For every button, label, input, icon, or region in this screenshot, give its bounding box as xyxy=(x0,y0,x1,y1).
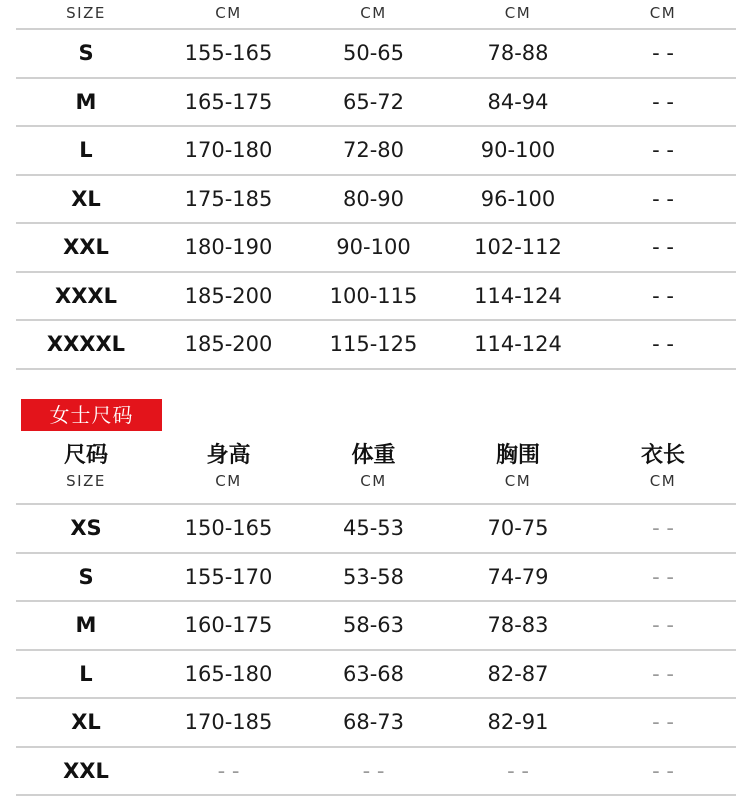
table-row xyxy=(16,79,736,128)
size-label: S xyxy=(78,41,94,65)
table-row xyxy=(16,748,736,797)
height-value: 165-175 xyxy=(184,89,273,114)
height-value: 155-165 xyxy=(184,41,273,65)
women-unit-length: CM xyxy=(649,472,677,490)
women-unit-chest: CM xyxy=(504,472,532,490)
size-label: XL xyxy=(71,710,101,734)
length-value: - - xyxy=(652,89,674,114)
length-value: - - xyxy=(652,613,674,637)
chest-value: - - xyxy=(507,758,529,783)
women-size-section-tag: 女士尺码 xyxy=(21,399,162,431)
chest-value: 74-79 xyxy=(487,564,549,589)
header-length: 衣长 xyxy=(640,443,685,468)
chest-value: 84-94 xyxy=(487,89,549,114)
men-unit-height: CM xyxy=(215,4,242,22)
men-unit-row xyxy=(16,0,736,28)
height-value: 170-180 xyxy=(184,138,273,162)
length-value: - - xyxy=(652,186,674,211)
chest-value: 114-124 xyxy=(474,332,562,356)
size-label: M xyxy=(75,613,97,637)
weight-value: 53-58 xyxy=(342,564,405,589)
length-value: - - xyxy=(652,41,674,65)
table-row xyxy=(16,554,736,603)
weight-value: 115-125 xyxy=(329,332,418,356)
table-row xyxy=(16,651,736,700)
size-label: L xyxy=(79,138,93,162)
size-label: XXXXL xyxy=(46,332,126,356)
header-weight: 体重 xyxy=(351,443,396,468)
women-unit-row xyxy=(16,469,736,494)
table-row xyxy=(16,224,736,273)
chest-value: 90-100 xyxy=(480,138,556,162)
size-label: M xyxy=(75,89,97,114)
length-value: - - xyxy=(652,516,674,540)
size-label: XL xyxy=(71,186,101,211)
weight-value: 72-80 xyxy=(342,138,405,162)
weight-value: 58-63 xyxy=(342,613,405,637)
weight-value: 65-72 xyxy=(342,89,405,114)
height-value: 185-200 xyxy=(184,332,273,356)
chest-value: 82-87 xyxy=(487,661,549,686)
header-chest: 胸围 xyxy=(495,443,540,468)
height-value: 150-165 xyxy=(184,516,273,540)
height-value: 175-185 xyxy=(184,186,273,211)
chest-value: 114-124 xyxy=(474,283,562,308)
length-value: - - xyxy=(652,332,674,356)
length-value: - - xyxy=(652,564,674,589)
height-value: 170-185 xyxy=(184,710,273,734)
women-header-row xyxy=(16,443,736,469)
men-size-table xyxy=(16,0,736,370)
height-value: - - xyxy=(217,758,240,783)
size-label: XXXL xyxy=(55,283,117,308)
table-row xyxy=(16,176,736,225)
men-unit-size: SIZE xyxy=(66,4,106,22)
height-value: 160-175 xyxy=(184,613,273,637)
size-label: S xyxy=(78,564,94,589)
weight-value: 100-115 xyxy=(329,283,418,308)
weight-value: 50-65 xyxy=(342,41,405,65)
women-unit-size: SIZE xyxy=(66,472,106,490)
length-value: - - xyxy=(652,758,674,783)
men-unit-weight: CM xyxy=(360,4,387,22)
chest-value: 78-83 xyxy=(487,613,549,637)
length-value: - - xyxy=(652,283,674,308)
chest-value: 78-88 xyxy=(487,41,549,65)
weight-value: 68-73 xyxy=(342,710,405,734)
table-row xyxy=(16,699,736,748)
size-label: XXL xyxy=(63,758,109,783)
height-value: 155-170 xyxy=(184,564,273,589)
table-row xyxy=(16,505,736,554)
table-row xyxy=(16,30,736,79)
length-value: - - xyxy=(652,710,674,734)
height-value: 180-190 xyxy=(184,235,273,259)
chest-value: 102-112 xyxy=(474,235,562,259)
size-label: L xyxy=(79,661,93,686)
header-size: 尺码 xyxy=(63,443,108,468)
weight-value: 80-90 xyxy=(342,186,405,211)
weight-value: - - xyxy=(362,758,385,783)
men-unit-chest: CM xyxy=(504,4,532,22)
women-unit-height: CM xyxy=(215,472,242,490)
header-height: 身高 xyxy=(206,443,251,468)
table-row xyxy=(16,273,736,322)
chest-value: 96-100 xyxy=(480,186,556,211)
weight-value: 63-68 xyxy=(342,661,405,686)
chest-value: 70-75 xyxy=(487,516,549,540)
table-row xyxy=(16,127,736,176)
weight-value: 45-53 xyxy=(342,516,405,540)
length-value: - - xyxy=(652,138,674,162)
weight-value: 90-100 xyxy=(336,235,411,259)
table-row xyxy=(16,602,736,651)
chest-value: 82-91 xyxy=(487,710,549,734)
height-value: 165-180 xyxy=(184,661,273,686)
table-row xyxy=(16,321,736,370)
length-value: - - xyxy=(652,235,674,259)
height-value: 185-200 xyxy=(184,283,273,308)
men-unit-length: CM xyxy=(649,4,677,22)
women-unit-weight: CM xyxy=(360,472,387,490)
length-value: - - xyxy=(652,661,674,686)
size-label: XXL xyxy=(63,235,109,259)
size-label: XS xyxy=(70,516,102,540)
women-size-table xyxy=(16,443,736,796)
